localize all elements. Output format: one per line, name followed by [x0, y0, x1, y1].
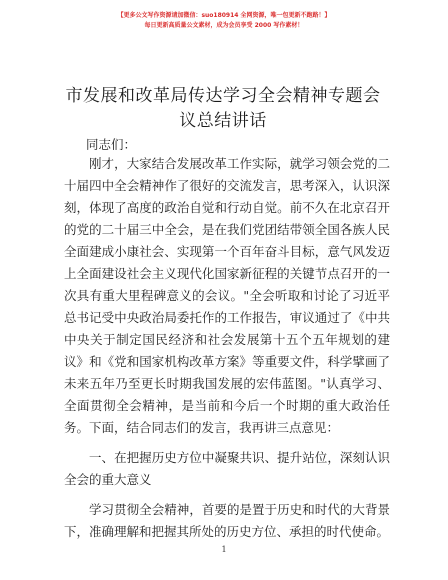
document-title: 市发展和改革局传达学习全会精神专题会议总结讲话 [65, 86, 381, 131]
salutation: 同志们： [86, 137, 137, 152]
paragraph-opening: 刚才，大家结合发展改革工作实际，就学习领会党的二十届四中全会精神作了很好的交流发言，思考深入，认识深刻，体现了高度的政治自觉和行动自觉。前不久在北京召开的党的二十届三中全会，是在我们党团结带领全国各族人民全面建成小康社会、实现第一个百年奋斗目标，意气风发迈上全面建设社会主义现代化国家新征程的关键节点召开的一次具有重大里程碑意义的会议。"全会听取和讨论了习近平总书记受中央政治局委托作的工作报告，审议通过了《中共中央关于制定国民经济和社会发展第十五个五年规划的建议》和《党和国家机构改革方案》等重要文件，科学擘画了未来五年乃至更长时期我国发展的宏伟蓝图。"认真学习、全面贯彻全会精神，是当前和今后一个时期的重大政治任务。下面，结合同志们的发言，我再讲三点意见： [64, 156, 390, 435]
promo-banner-line-2: 每日更新高质量公文素材，成为会员享受 2000 写作素材！ [144, 22, 304, 29]
promo-banner [0, 11, 448, 31]
promo-banner-line-1: 【更多公文写作资源请加微信：suo180914 全网资源，唯一包更新不跑路！】 [117, 12, 331, 19]
section-heading-1: 一、在把握历史方位中凝聚共识、提升站位，深刻认识全会的重大意义 [64, 450, 390, 487]
body-text [64, 153, 390, 543]
paragraph-section-1: 学习贯彻全会精神，首要的是置于历史和时代的大背景下，准确理解和把握其所处的历史方位、承担的时代使命。 [64, 502, 390, 539]
page-number: 1 [221, 545, 227, 554]
